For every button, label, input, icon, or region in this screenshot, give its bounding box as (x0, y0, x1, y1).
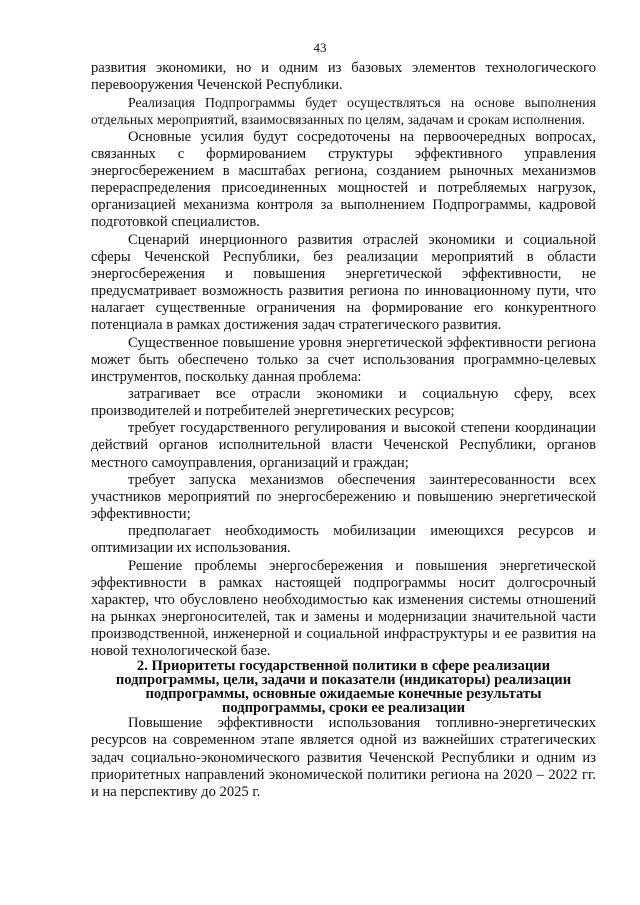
list-item: затрагивает все отрасли экономики и социальную сферу, всех производителей и потребителей энергетических ресурсов; (91, 385, 596, 420)
paragraph: Решение проблемы энергосбережения и повышения энергетической эффективности в рамках настоящей подпрограммы носит долгосрочный характер, что обусловлено необходимостью как изменения системы отношений на рынках энергоносителей, так и замены и модернизации значительной части производственной, инженерной и социальной инфраструктуры и ее развития на новой технологической базе. (91, 557, 596, 660)
paragraph: Основные усилия будут сосредоточены на первоочередных вопросах, связанных с формированием структуры эффективного управления энергосбережением в масштабах региона, созданием рыночных механизмов перераспределения присоединенных мощностей и потребляемых нагрузок, организацией механизма контроля за выполнением Подпрограммы, кадровой подготовкой специалистов. (91, 128, 596, 231)
paragraph: развития экономики, но и одним из базовых элементов технологического перевооружения Чеченской Республики. (91, 60, 596, 94)
paragraph: Реализация Подпрограммы будет осуществляться на основе выполнения отдельных мероприятий, взаимосвязанных по целям, задачам и срокам исполнения. (91, 95, 596, 128)
paragraph: Существенное повышение уровня энергетической эффективности региона может быть обеспечено только за счет использования программно-целевых инструментов, поскольку данная проблема: (91, 334, 596, 385)
list-item: предполагает необходимость мобилизации имеющихся ресурсов и оптимизации их использования. (91, 523, 596, 557)
paragraph: Повышение эффективности использования топливно-энергетических ресурсов на современном этапе является одной из важнейших стратегических задач социально-экономического развития Чеченской Республики и одним из приоритетных направлений экономической политики региона на 2020 – 2022 гг. и на перспективу до 2025 г. (91, 715, 596, 800)
list-item: требует государственного регулирования и высокой степени координации действий органов исполнительной власти Чеченской Республики, органов местного самоуправления, организаций и граждан; (91, 420, 596, 471)
list-item: требует запуска механизмов обеспечения заинтересованности всех участников мероприятий по энергосбережению и повышению энергетической эффективности; (91, 471, 596, 523)
section-heading: 2. Приоритеты государственной политики в сфере реализации подпрограммы, цели, задачи и показатели (индикаторы) реализации подпрограммы, основные ожидаемые конечные результаты подпрограммы, сроки ее реализации (115, 658, 572, 716)
paragraph: Сценарий инерционного развития отраслей экономики и социальной сферы Чеченской Республики, без реализации мероприятий в области энергосбережения и повышения энергетической эффективности, не предусматривает возможность развития региона по инновационному пути, что налагает существенные ограничения на формирование его конкурентного потенциала в рамках достижения задач стратегического развития. (91, 231, 596, 334)
page-body (91, 60, 596, 801)
page-number: 43 (313, 40, 327, 55)
